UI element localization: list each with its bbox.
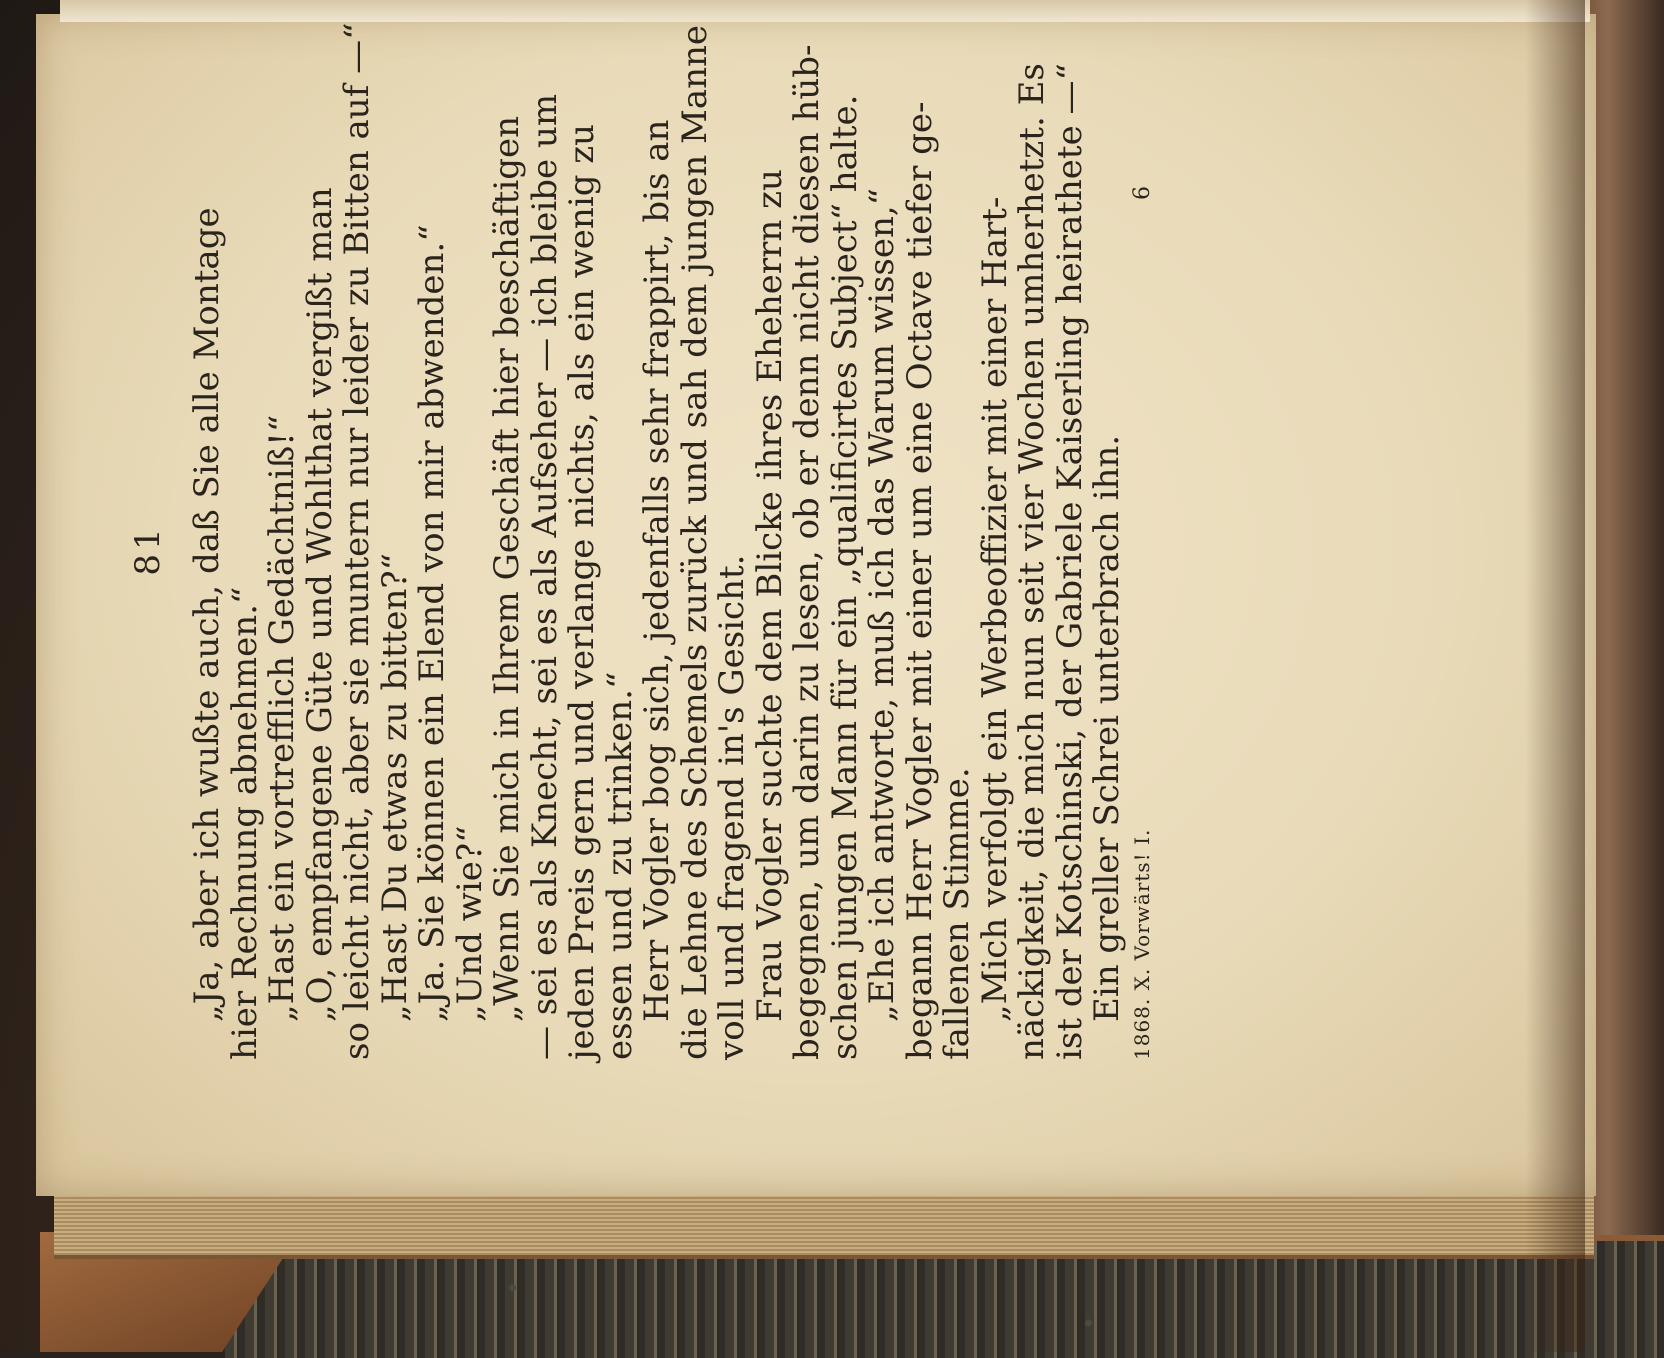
signature-footer: 1868. X. Vorwärts! I. [1130,828,1154,1060]
text-line: — sei es als Knecht, sei es als Aufseher — ich bleibe um [524,93,565,1060]
text-line: Ein greller Schrei unterbrach ihn. [1087,434,1127,1022]
signature-mark: 6 [1130,186,1155,200]
previous-page-edge [60,0,1590,22]
text-line: „Und wie?“ [449,825,490,1022]
text-line: jeden Preis gern und verlange nichts, als ein wenig zu [562,123,602,1060]
text-line: „Hast ein vortrefflich Gedächtniß!“ [262,414,302,1022]
text-line: begegnen, um darin zu lesen, ob er denn nicht diesen hüb- [787,44,827,1060]
text-line: Frau Vogler suchte dem Blicke ihres Eheherrn zu [749,169,790,1022]
text-line: „O, empfangene Güte und Wohlthat vergißt man [299,187,340,1022]
text-line: näckigkeit, die mich nun seit vier Wochen umherhetzt. Es [1012,63,1052,1060]
text-line: „Ehe ich antworte, muß ich das Warum wissen,“ [862,187,902,1022]
page-text-block [110,22,1400,1060]
text-line: „Ja, aber ich wußte auch, daß Sie alle Montage [187,207,227,1022]
text-line: die Lehne des Schemels zurück und sah dem jungen Manne [674,24,715,1060]
gutter-shadow [1525,0,1585,1352]
text-line: begann Herr Vogler mit einer um eine Octave tiefer ge- [899,101,940,1060]
text-line: ist der Kotschinski, der Gabriele Kaiserling heirathete —“ [1049,63,1090,1060]
text-line: essen und zu trinken.“ [599,671,640,1060]
page-number: 81 [128,524,168,576]
text-line: schen jungen Mann für ein „qualificirtes Subject“ halte. [824,94,865,1060]
text-line: „Hast Du etwas zu bitten?“ [374,552,415,1022]
text-line: so leicht nicht, aber sie muntern nur leider zu Bitten auf —“ [337,22,377,1060]
text-line: Herr Vogler bog sich, jedenfalls sehr frappirt, bis an [637,119,677,1022]
text-line: fallenen Stimme. [937,767,977,1060]
text-line: „Wenn Sie mich in Ihrem Geschäft hier beschäftigen [487,116,527,1022]
text-line: „Ja. Sie können ein Elend von mir abwenden.“ [412,224,452,1022]
text-line: „Mich verfolgt ein Werbeoffizier mit einer Hart- [974,196,1015,1022]
text-line: voll und fragend in's Gesicht. [712,554,752,1060]
text-line: hier Rechnung abnehmen.“ [224,586,265,1060]
